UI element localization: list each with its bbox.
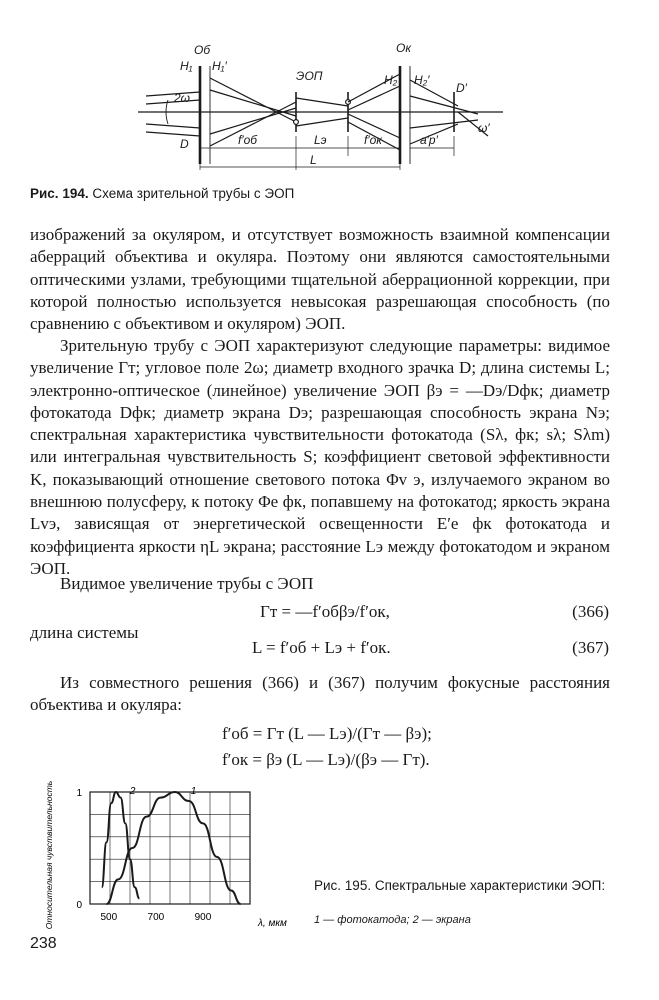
- figure-195-chart: [38, 780, 298, 930]
- label-ob: Об: [194, 43, 211, 57]
- figure-194-caption: [30, 186, 294, 201]
- chart-ylabel: Относительная чувствительность: [44, 780, 54, 930]
- label-omega-p: ω′: [478, 121, 490, 135]
- figure-194-scheme: [138, 40, 508, 180]
- label-two-omega: 2ω: [174, 91, 191, 105]
- label-ok: Ок: [396, 41, 411, 55]
- figure-194-caption-text: Схема зрительной трубы с ЭОП: [92, 186, 295, 201]
- x-tick-label: 900: [194, 912, 212, 923]
- figure-194-caption-label: Рис. 194.: [30, 186, 89, 201]
- label-h1p: H₁′: [212, 59, 227, 73]
- label-h1: H₁: [180, 59, 193, 73]
- label-eop: ЭОП: [296, 69, 323, 83]
- paragraph-2: Зрительную трубу с ЭОП характеризуют следующие параметры: видимое увеличение Γт; угловое поле 2ω; диаметр входного зрачка D; длина системы L; электронно-оптическое (линейное) увеличение ЭОП βэ = —Dэ/Dфк; диаметр фотокатода Dфк; диаметр экрана Dэ; разрешающая способность экрана Nэ; спектральная характеристика чувствительности фотокатода (Sλ, фк; sλ; Sλm) или интегральная чувствительность S; коэффициент световой эффективности K, показывающий отношение светового потока Φv э, излучаемого экраном во внешнюю полусферу, к потоку Φe фк, попавшему на фотокатод; яркость экрана Lvэ, зависящая от энергетической освещенности E′e фк фотокатода и коэффициента яркости ηL экрана; расстояние Lэ между фотокатодом и экраном ЭОП.: [30, 336, 610, 578]
- series-line-2: [102, 792, 140, 898]
- paragraph-4: Из совместного решения (366) и (367) получим фокусные расстояния объектива и окуляра:: [30, 673, 610, 715]
- label-d: D: [180, 137, 189, 151]
- label-l: L: [310, 153, 317, 167]
- label-f-ok: f′ок: [364, 133, 382, 147]
- label-f-ob: f′об: [238, 133, 258, 147]
- label-h2: H₂: [384, 73, 398, 87]
- label-dprime: D′: [456, 81, 467, 95]
- paragraph-3: Видимое увеличение трубы с ЭОП: [60, 574, 314, 593]
- equation-367-number: (367): [572, 638, 609, 657]
- paragraph-1: изображений за окуляром, и отсутствует возможность взаимной компенсации аберраций объектива и окуляра. Поэтому они являются самостоятельными оптическими узлами, требующими тщательной аберрационной коррекции, при которой полностью используется невысокая разрешающая способность (по сравнению с объективом и окуляром) ЭОП.: [30, 225, 610, 334]
- equation-366: Γт = —f′обβэ/f′ок,: [260, 602, 390, 621]
- equation-367: L = f′об + Lэ + f′ок.: [252, 638, 391, 657]
- chart-xlabel: λ, мкм: [258, 918, 287, 929]
- page-number: 238: [30, 935, 57, 952]
- label-h2p: H₂′: [414, 73, 430, 87]
- equation-f-ok: f′ок = βэ (L — Lэ)/(βэ — Γт).: [222, 750, 430, 769]
- series-line-1: [106, 792, 240, 904]
- equation-f-ob: f′об = Γт (L — Lэ)/(Γт — βэ);: [222, 724, 432, 743]
- y-tick-label: 1: [76, 788, 82, 799]
- series-label-2: 2: [129, 786, 136, 797]
- x-tick-label: 700: [147, 912, 165, 923]
- series-label-1: 1: [190, 786, 197, 797]
- label-a-p: a′p′: [420, 133, 438, 147]
- figure-195-caption: Рис. 195. Спектральные характеристики ЭОП:: [314, 878, 606, 893]
- label-l-e: Lэ: [314, 133, 327, 147]
- x-tick-label: 500: [100, 912, 118, 923]
- figure-195-legend: 1 — фотокатода; 2 — экрана: [314, 914, 471, 926]
- equation-366-number: (366): [572, 602, 609, 621]
- y-tick-label: 0: [76, 900, 82, 911]
- paragraph-3b: длина системы: [30, 623, 139, 642]
